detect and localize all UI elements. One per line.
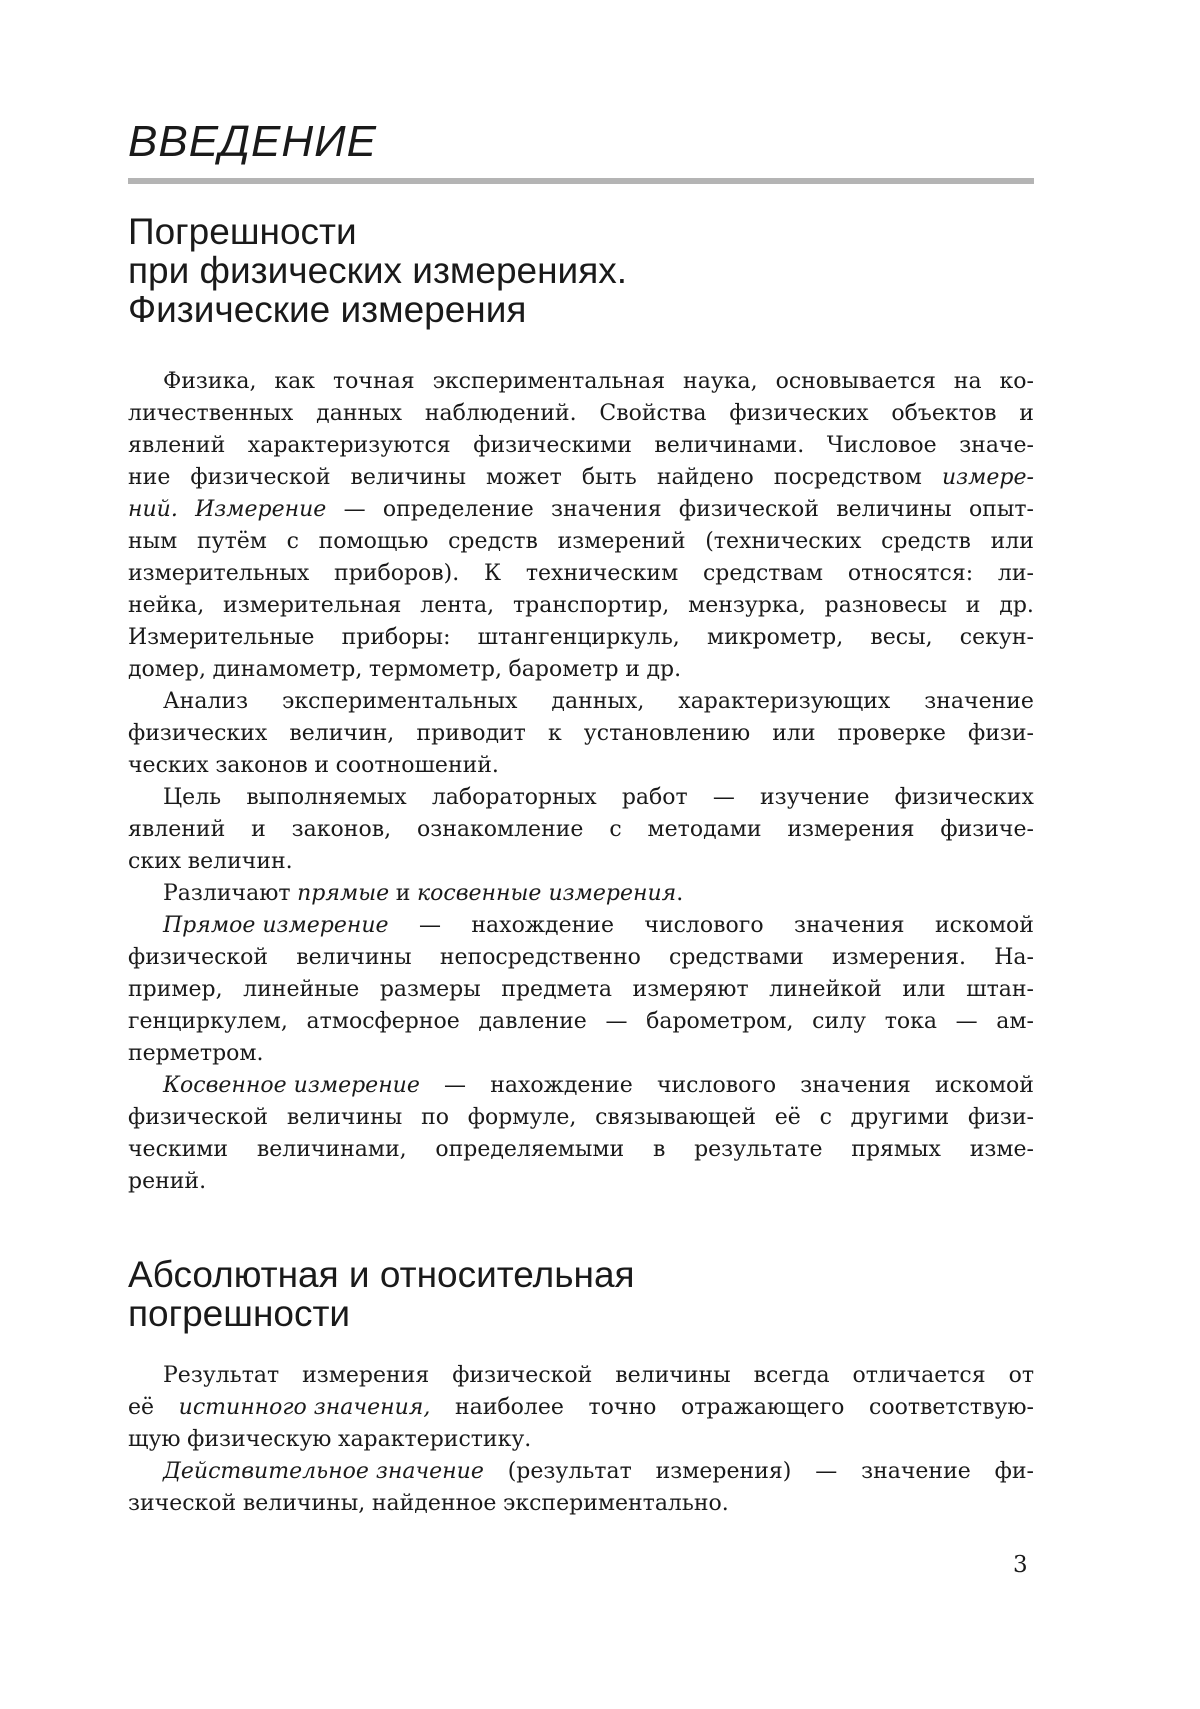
- word: генциркулем,: [128, 1009, 288, 1034]
- word: микрометр,: [706, 625, 844, 650]
- word: наблюдений.: [424, 401, 577, 426]
- word: величины: [296, 945, 412, 970]
- word: др.: [646, 657, 682, 682]
- word: Анализ: [163, 689, 249, 714]
- word: зической: [128, 1491, 237, 1516]
- word: данных,: [551, 689, 645, 714]
- italic-term: Прямое измерение: [163, 913, 389, 938]
- word: ам-: [996, 1009, 1034, 1034]
- word: отличается: [852, 1363, 986, 1388]
- word: измерения.: [831, 945, 967, 970]
- word: помощью: [318, 529, 429, 554]
- italic-term: измере-: [941, 465, 1034, 490]
- word: экспериментальных: [282, 689, 518, 714]
- word: искомой: [934, 913, 1034, 938]
- word: изучение: [760, 785, 870, 810]
- word: непосредственно: [439, 945, 641, 970]
- word: ко-: [999, 369, 1034, 394]
- word: транспортир,: [513, 593, 670, 618]
- text-line: [128, 366, 1034, 398]
- word: от: [1008, 1363, 1034, 1388]
- word: законов,: [291, 817, 392, 842]
- word: нахождение: [471, 913, 614, 938]
- word: величины,: [242, 1491, 366, 1516]
- word: физической: [190, 465, 331, 490]
- word: —: [343, 497, 366, 522]
- word: и: [965, 593, 981, 618]
- word: может: [486, 465, 562, 490]
- word: щую: [128, 1427, 181, 1452]
- word: ознакомление: [416, 817, 584, 842]
- text-line: [128, 1006, 1034, 1038]
- page-number: 3: [1013, 1552, 1028, 1578]
- word: средствами: [669, 945, 804, 970]
- word: величинами,: [256, 1137, 407, 1162]
- word: перметром.: [128, 1041, 264, 1066]
- section-heading-errors: [128, 212, 627, 329]
- text-line: [128, 1360, 1034, 1392]
- word: и: [625, 657, 640, 682]
- text-span: [417, 878, 683, 910]
- word: быть: [581, 465, 637, 490]
- text-span: наиболее: [454, 1395, 564, 1420]
- word: Числовое: [826, 433, 937, 458]
- word: ние: [128, 465, 171, 490]
- word: данных: [316, 401, 403, 426]
- text-span: её: [128, 1395, 155, 1420]
- word: работ: [621, 785, 688, 810]
- word: измерения: [787, 817, 915, 842]
- text-line: [128, 1424, 1034, 1456]
- word: величины: [350, 465, 466, 490]
- section-heading-absolute-relative: [128, 1255, 635, 1333]
- word: физиче-: [940, 817, 1034, 842]
- word: характеризующих: [678, 689, 891, 714]
- word: др.: [999, 593, 1034, 618]
- italic-term: Действительное значение: [163, 1459, 484, 1484]
- word: физических: [894, 785, 1034, 810]
- word: определение: [382, 497, 534, 522]
- word: средств: [881, 529, 971, 554]
- word: путём: [196, 529, 267, 554]
- text-span: .: [676, 881, 684, 906]
- word: физическую: [187, 1427, 332, 1452]
- word: —: [605, 1009, 628, 1034]
- italic-term: косвенные измерения: [417, 881, 677, 906]
- word: физической: [128, 945, 269, 970]
- word: фи-: [994, 1459, 1034, 1484]
- word: (технических: [705, 529, 862, 554]
- word: экспериментально.: [503, 1491, 729, 1516]
- word: проверке: [837, 721, 946, 746]
- text-line: [128, 1038, 1034, 1070]
- word: пример,: [128, 977, 223, 1002]
- text-span: отражающего: [681, 1395, 845, 1420]
- word: размеры: [379, 977, 481, 1002]
- word: значение: [861, 1459, 971, 1484]
- word: ческих: [128, 753, 209, 778]
- text-line: [128, 654, 1034, 686]
- word: тока: [884, 1009, 937, 1034]
- word: характеристику.: [338, 1427, 532, 1452]
- word: методами: [647, 817, 762, 842]
- word: измерительная: [223, 593, 402, 618]
- word: физи-: [968, 721, 1034, 746]
- word: ческими: [128, 1137, 229, 1162]
- word: явлений: [128, 433, 226, 458]
- word: другими: [850, 1105, 950, 1130]
- word: определяемыми: [435, 1137, 625, 1162]
- word: или: [772, 721, 816, 746]
- word: термометр,: [368, 657, 502, 682]
- word: мензурка,: [688, 593, 806, 618]
- word: ным: [128, 529, 178, 554]
- word: законов: [215, 753, 308, 778]
- word: атмосферное: [306, 1009, 460, 1034]
- word: —: [444, 1073, 467, 1098]
- word: физическими: [473, 433, 632, 458]
- text-span: соответствую-: [869, 1395, 1034, 1420]
- word: величин.: [187, 849, 293, 874]
- word: секун-: [959, 625, 1034, 650]
- section-heading-line: Погрешности: [128, 211, 357, 252]
- word: на: [953, 369, 982, 394]
- word: средств: [448, 529, 538, 554]
- word: Цель: [163, 785, 222, 810]
- word: Свойства: [599, 401, 707, 426]
- word: установлению: [583, 721, 751, 746]
- word: штангенциркуль,: [477, 625, 680, 650]
- word: с: [819, 1105, 832, 1130]
- text-line: [128, 974, 1034, 1006]
- word: основывается: [775, 369, 936, 394]
- word: барометром,: [646, 1009, 794, 1034]
- word: прямых: [851, 1137, 941, 1162]
- section-body-measurements: [128, 366, 1034, 1198]
- word: физической: [128, 1105, 269, 1130]
- word: Физика,: [163, 369, 257, 394]
- word: по: [421, 1105, 449, 1130]
- section-heading-line: Абсолютная и относительная: [128, 1254, 635, 1295]
- word: и: [1019, 401, 1034, 426]
- word: техническим: [525, 561, 679, 586]
- word: нейка,: [128, 593, 205, 618]
- word: домер,: [128, 657, 206, 682]
- text-line: [128, 398, 1034, 430]
- word: явлений: [128, 817, 226, 842]
- word: всегда: [753, 1363, 830, 1388]
- word: —: [815, 1459, 838, 1484]
- word: приборов).: [334, 561, 460, 586]
- text-line: [128, 590, 1034, 622]
- word: На-: [994, 945, 1034, 970]
- italic-term: Измерение: [195, 497, 327, 522]
- word: её: [774, 1105, 801, 1130]
- section-heading-line: погрешности: [128, 1293, 351, 1334]
- word: числового: [656, 1073, 777, 1098]
- word: величины: [615, 1363, 731, 1388]
- word: или: [902, 977, 946, 1002]
- word: выполняемых: [246, 785, 407, 810]
- word: предмета: [501, 977, 613, 1002]
- text-line: [128, 1070, 1034, 1102]
- word: приборы:: [341, 625, 451, 650]
- word: Измерительные: [128, 625, 315, 650]
- word: лабораторных: [431, 785, 597, 810]
- word: весы,: [870, 625, 933, 650]
- word: (результат: [507, 1459, 632, 1484]
- word: опыт-: [968, 497, 1034, 522]
- word: силу: [812, 1009, 867, 1034]
- word: наука,: [683, 369, 758, 394]
- word: числового: [644, 913, 764, 938]
- word: искомой: [934, 1073, 1034, 1098]
- text-line: [128, 1166, 1034, 1198]
- word: или: [990, 529, 1034, 554]
- word: линейкой: [769, 977, 882, 1002]
- word: и: [314, 753, 329, 778]
- word: давление: [478, 1009, 587, 1034]
- text-line: [128, 878, 1034, 910]
- word: нахождение: [490, 1073, 633, 1098]
- section-heading-line: при физических измерениях.: [128, 250, 628, 291]
- text-span: и: [395, 881, 411, 906]
- italic-term: прямые: [297, 881, 390, 906]
- word: значе-: [959, 433, 1034, 458]
- word: лента,: [420, 593, 495, 618]
- word: —: [955, 1009, 978, 1034]
- word: значение: [924, 689, 1034, 714]
- word: характеризуются: [247, 433, 451, 458]
- word: личественных: [128, 401, 294, 426]
- word: с: [609, 817, 622, 842]
- word: формуле,: [467, 1105, 577, 1130]
- word: измерений: [557, 529, 686, 554]
- text-line: [128, 686, 1034, 718]
- text-line: [128, 1456, 1034, 1488]
- word: точная: [332, 369, 415, 394]
- word: связывающей: [595, 1105, 756, 1130]
- word: величины: [286, 1105, 403, 1130]
- text-line: [128, 750, 1034, 782]
- word: величинами.: [654, 433, 805, 458]
- word: измерения: [302, 1363, 430, 1388]
- word: и: [251, 817, 266, 842]
- word: физических: [729, 401, 869, 426]
- italic-term: ний.: [128, 497, 178, 522]
- text-line: [128, 1392, 1034, 1424]
- word: Результат: [163, 1363, 280, 1388]
- word: физической: [678, 497, 819, 522]
- title-divider: [128, 178, 1034, 184]
- text-line: [128, 814, 1034, 846]
- text-line: [128, 622, 1034, 654]
- text-span: точно: [588, 1395, 657, 1420]
- italic-term: истинного значения,: [178, 1395, 431, 1420]
- word: средствам: [702, 561, 824, 586]
- section-heading-line: Физические измерения: [128, 289, 527, 330]
- word: К: [484, 561, 502, 586]
- word: посредством: [773, 465, 922, 490]
- word: соотношений.: [335, 753, 499, 778]
- text-line: [128, 782, 1034, 814]
- word: в: [652, 1137, 666, 1162]
- word: ли-: [997, 561, 1034, 586]
- text-line: [128, 494, 1034, 526]
- word: найдено: [656, 465, 754, 490]
- chapter-title: ВВЕДЕНИЕ: [128, 117, 377, 166]
- text-line: [128, 462, 1034, 494]
- word: относятся:: [847, 561, 974, 586]
- word: измерения): [655, 1459, 792, 1484]
- word: штан-: [966, 977, 1034, 1002]
- word: линейные: [243, 977, 360, 1002]
- word: изме-: [969, 1137, 1034, 1162]
- text-line: [128, 558, 1034, 590]
- word: результате: [694, 1137, 823, 1162]
- word: к: [547, 721, 562, 746]
- italic-term: Косвенное измерение: [163, 1073, 420, 1098]
- text-line: [128, 718, 1034, 750]
- word: значения: [551, 497, 662, 522]
- word: физических: [128, 721, 268, 746]
- word: физи-: [967, 1105, 1034, 1130]
- text-span: Различают: [163, 881, 291, 906]
- section-body-errors: [128, 1360, 1034, 1520]
- word: как: [274, 369, 316, 394]
- word: величин,: [289, 721, 395, 746]
- word: ских: [128, 849, 182, 874]
- text-line: [128, 526, 1034, 558]
- word: барометр: [508, 657, 619, 682]
- word: измерительных: [128, 561, 310, 586]
- word: измеряют: [632, 977, 749, 1002]
- word: значения: [793, 913, 905, 938]
- word: найденное: [371, 1491, 497, 1516]
- text-line: [128, 910, 1034, 942]
- word: приводит: [416, 721, 526, 746]
- text-line: [128, 1134, 1034, 1166]
- word: разновесы: [824, 593, 947, 618]
- word: —: [418, 913, 441, 938]
- text-line: [128, 846, 1034, 878]
- word: значения: [800, 1073, 911, 1098]
- text-line: [128, 1488, 1034, 1520]
- word: экспериментальная: [432, 369, 666, 394]
- text-line: [128, 942, 1034, 974]
- word: физической: [452, 1363, 593, 1388]
- word: с: [286, 529, 299, 554]
- text-line: [128, 1102, 1034, 1134]
- text-line: [128, 430, 1034, 462]
- word: динамометр,: [212, 657, 363, 682]
- word: —: [712, 785, 735, 810]
- word: объектов: [891, 401, 997, 426]
- word: рений.: [128, 1169, 207, 1194]
- word: величины: [836, 497, 952, 522]
